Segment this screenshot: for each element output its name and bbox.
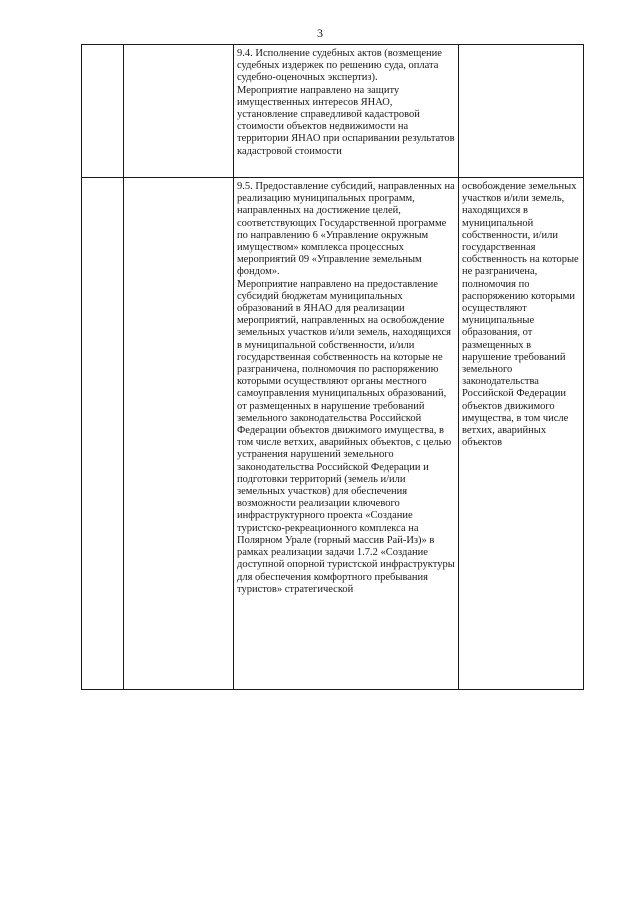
table-row: [82, 45, 584, 178]
measure-text: 9.4. Исполнение судебных актов (возмещение судебных издержек по решению суда, оплата судебно-оценочных экспертиз).: [237, 48, 442, 84]
table-cell-name: [124, 45, 234, 178]
measure-text: 9.5. Предоставление субсидий, направленных на реализацию муниципальных программ, направленных на достижение целей, соответствующих Государственной программе по направлению 6 «Управление окружным имуществом» комплекса процессных мероприятий 09 «Управление земельным фондом».: [237, 181, 455, 278]
table-cell-result: [459, 45, 584, 178]
measure-text: Мероприятие направлено на защиту имущественных интересов ЯНАО, установление справедливой кадастровой стоимости объектов недвижимости на территории ЯНАО при оспаривании результатов кадастровой стоимости: [237, 84, 455, 157]
page-number: 3: [317, 26, 323, 40]
measure-text: Мероприятие направлено на предоставление субсидий бюджетам муниципальных образований в ЯНАО для реализации мероприятий, направленных на освобождение земельных участков и/или земель, находящихся в муниципальной собственности, и/или государственная собственность на которые не разграничена, полномочия по распоряжению которыми осуществляют органы местного самоуправления муниципальных образований, от размещенных в нарушение требований земельного законодательства Российской Федерации объектов движимого имущества, в том числе ветхих, аварийных объектов, с целью устранения нарушений земельного законодательства Российской Федерации и подготовки территорий (земель и/или земельных участков) для обеспечения возможности реализации ключевого инфраструктурного проекта «Создание туристско-рекреационного комплекса на Полярном Урале (горный массив Рай-Из)» в рамках реализации задачи 1.7.2 «Создание доступной опорной туристской инфраструктуры для обеспечения комфортного пребывания туристов» стратегической: [237, 278, 455, 595]
table-cell-measure: [234, 45, 459, 178]
document-table: [81, 44, 584, 690]
table-cell-number: [82, 45, 124, 178]
table-cell-measure: [234, 178, 459, 690]
table-row: [82, 178, 584, 690]
table-cell-name: [124, 178, 234, 690]
table-cell-number: [82, 178, 124, 690]
table-cell-result: освобождение земельных участков и/или земель, находящихся в муниципальной собственности, и/или государственная собственность на которые не разграничена, полномочия по распоряжению которыми осуществляют муниципальные образования, от размещенных в нарушение требований земельного законодательства Российской Федерации объектов движимого имущества, в том числе ветхих, аварийных объектов: [459, 178, 584, 690]
